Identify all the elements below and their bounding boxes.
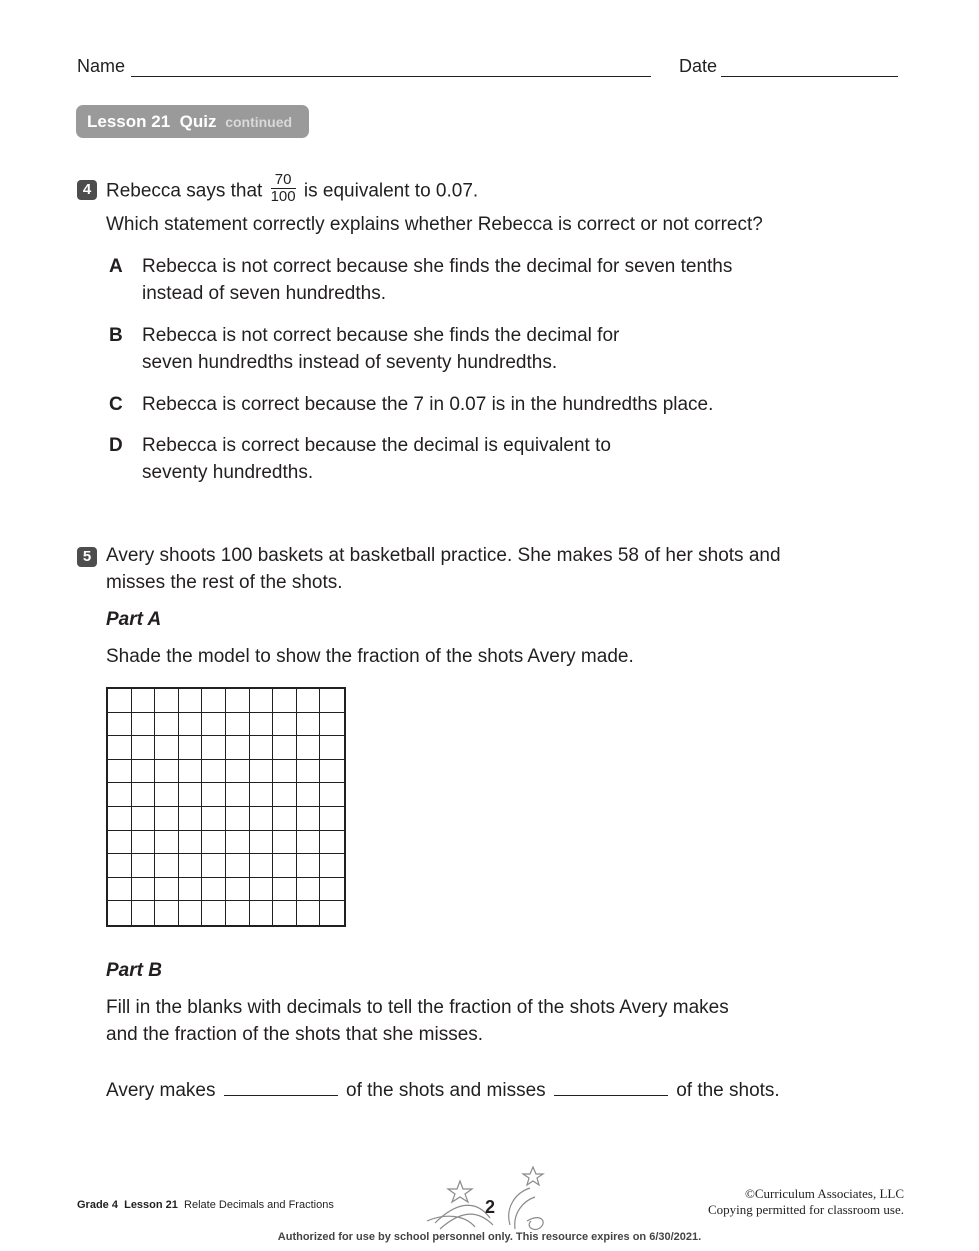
permission-text: Copying permitted for classroom use. [707,1202,904,1217]
grid-cell[interactable] [155,689,179,713]
grid-cell[interactable] [132,854,156,878]
fraction-denominator: 100 [270,188,296,205]
authorization-notice: Authorized for use by school personnel only. This resource expires on 6/30/2021. [277,1231,702,1243]
grid-cell[interactable] [202,854,226,878]
grid-cell[interactable] [132,807,156,831]
grid-cell[interactable] [132,783,156,807]
footer-course-info [77,1199,334,1211]
sentence-middle: of the shots and misses [346,1080,546,1101]
footer-topic: Relate Decimals and Fractions [184,1199,334,1211]
misses-blank[interactable] [554,1075,668,1096]
sentence-start: Avery makes [106,1080,216,1101]
grid-cell[interactable] [273,878,297,902]
grid-cell[interactable] [155,901,179,925]
grid-cell[interactable] [108,736,132,760]
grid-cell[interactable] [155,854,179,878]
grid-cell[interactable] [273,807,297,831]
grid-cell[interactable] [226,854,250,878]
grid-cell[interactable] [179,878,203,902]
grid-cell[interactable] [108,854,132,878]
grid-cell[interactable] [155,831,179,855]
option-a-letter[interactable]: A [109,256,123,277]
grid-cell[interactable] [297,854,321,878]
grid-cell[interactable] [273,831,297,855]
question-4-prompt: Which statement correctly explains whether Rebecca is correct or not correct? [106,214,763,235]
grid-cell[interactable] [226,807,250,831]
grid-cell[interactable] [202,831,226,855]
question-4-intro [106,171,479,208]
grid-cell[interactable] [320,854,344,878]
grid-cell[interactable] [179,831,203,855]
makes-blank[interactable] [224,1075,338,1096]
grid-cell[interactable] [108,783,132,807]
grid-cell[interactable] [108,689,132,713]
part-a-instructions: Shade the model to show the fraction of the shots Avery made. [106,646,634,667]
grid-cell[interactable] [132,760,156,784]
question-5-text-line2: misses the rest of the shots. [106,572,343,593]
grid-cell[interactable] [250,901,274,925]
grid-cell[interactable] [250,760,274,784]
grid-cell[interactable] [226,689,250,713]
grid-cell[interactable] [297,689,321,713]
page-number: 2 [485,1197,496,1217]
grid-cell[interactable] [320,736,344,760]
option-b-letter[interactable]: B [109,325,123,346]
grid-cell[interactable] [202,713,226,737]
footer-grade: Grade 4 [77,1199,118,1211]
grid-cell[interactable] [320,689,344,713]
grid-cell[interactable] [155,807,179,831]
question-4-intro-pre: Rebecca says that [106,180,263,202]
grid-cell[interactable] [155,736,179,760]
grid-cell[interactable] [155,878,179,902]
grid-cell[interactable] [108,878,132,902]
name-label: Name [77,56,126,76]
grid-cell[interactable] [202,807,226,831]
grid-cell[interactable] [155,760,179,784]
grid-cell[interactable] [132,736,156,760]
option-a-text: Rebecca is not correct because she finds the decimal for seven tenths [142,256,733,277]
sentence-end: of the shots. [676,1080,780,1101]
grid-cell[interactable] [202,783,226,807]
grid-cell[interactable] [108,807,132,831]
grid-cell[interactable] [297,783,321,807]
part-b-instructions: Fill in the blanks with decimals to tell the fraction of the shots Avery makes [106,997,729,1018]
grid-cell[interactable] [250,783,274,807]
question-4-intro-post: is equivalent to 0.07. [303,180,479,202]
quiz-label: Quiz [179,112,217,131]
grid-cell[interactable] [320,760,344,784]
question-4-number: 4 [77,180,97,200]
grid-cell[interactable] [132,689,156,713]
grid-cell[interactable] [179,689,203,713]
grid-cell[interactable] [179,736,203,760]
option-c-letter[interactable]: C [109,394,123,415]
grid-cell[interactable] [226,878,250,902]
grid-cell[interactable] [226,831,250,855]
grid-cell[interactable] [132,878,156,902]
grid-cell[interactable] [250,713,274,737]
fraction-numerator: 70 [271,172,296,189]
option-b-text-line2: seven hundredths instead of seventy hundredths. [142,352,558,373]
grid-cell[interactable] [179,783,203,807]
option-d-letter[interactable]: D [109,435,123,456]
footer-lesson: Lesson 21 [124,1199,178,1211]
grid-cell[interactable] [108,901,132,925]
grid-cell[interactable] [320,831,344,855]
grid-cell[interactable] [320,713,344,737]
grid-cell[interactable] [179,807,203,831]
option-d-text-line2: seventy hundredths. [142,462,314,483]
grid-cell[interactable] [226,901,250,925]
grid-cell[interactable] [297,713,321,737]
grid-cell[interactable] [250,831,274,855]
hundredths-grid-model[interactable] [106,687,346,927]
grid-cell[interactable] [320,878,344,902]
part-b-instructions-line2: and the fraction of the shots that she misses. [106,1024,484,1045]
grid-cell[interactable] [226,760,250,784]
date-label: Date [679,56,718,76]
question-5-number: 5 [77,547,97,567]
date-field[interactable] [721,76,898,77]
grid-cell[interactable] [179,854,203,878]
grid-cell[interactable] [250,854,274,878]
grid-cell[interactable] [250,736,274,760]
grid-cell[interactable] [202,878,226,902]
grid-cell[interactable] [226,783,250,807]
grid-cell[interactable] [179,713,203,737]
option-c-text: Rebecca is correct because the 7 in 0.07 is in the hundredths place. [142,394,714,415]
question-5-text: Avery shoots 100 baskets at basketball practice. She makes 58 of her shots and [106,545,781,566]
grid-cell[interactable] [273,689,297,713]
grid-cell[interactable] [297,901,321,925]
name-field[interactable] [131,76,651,77]
grid-cell[interactable] [202,760,226,784]
option-a-text-line2: instead of seven hundredths. [142,283,387,304]
grid-cell[interactable] [108,713,132,737]
grid-cell[interactable] [132,901,156,925]
grid-cell[interactable] [297,760,321,784]
footer-copyright-block [708,1186,904,1218]
grid-cell[interactable] [226,713,250,737]
grid-cell[interactable] [132,831,156,855]
grid-cell[interactable] [297,736,321,760]
grid-cell[interactable] [202,901,226,925]
fill-in-sentence [106,1075,780,1104]
grid-cell[interactable] [273,736,297,760]
grid-cell[interactable] [132,713,156,737]
fraction [271,172,296,205]
grid-cell[interactable] [250,878,274,902]
grid-cell[interactable] [155,713,179,737]
grid-cell[interactable] [202,689,226,713]
grid-cell[interactable] [202,736,226,760]
lesson-badge [76,105,309,138]
grid-cell[interactable] [273,760,297,784]
grid-cell[interactable] [297,831,321,855]
grid-cell[interactable] [273,783,297,807]
grid-cell[interactable] [273,854,297,878]
grid-cell[interactable] [250,807,274,831]
grid-cell[interactable] [320,783,344,807]
part-a-title: Part A [106,609,162,630]
lesson-number: Lesson 21 [87,112,171,131]
grid-cell[interactable] [226,736,250,760]
grid-cell[interactable] [297,807,321,831]
grid-cell[interactable] [297,878,321,902]
copyright-text: ©Curriculum Associates, LLC [745,1186,904,1201]
grid-cell[interactable] [250,689,274,713]
grid-cell[interactable] [155,783,179,807]
continued-label: continued [225,114,293,130]
grid-cell[interactable] [320,901,344,925]
grid-cell[interactable] [273,713,297,737]
grid-cell[interactable] [108,831,132,855]
grid-cell[interactable] [179,760,203,784]
grid-cell[interactable] [108,760,132,784]
option-d-text: Rebecca is correct because the decimal is equivalent to [142,435,611,456]
grid-cell[interactable] [320,807,344,831]
option-b-text: Rebecca is not correct because she finds the decimal for [142,325,620,346]
part-b-title: Part B [106,960,162,981]
grid-cell[interactable] [273,901,297,925]
grid-cell[interactable] [179,901,203,925]
